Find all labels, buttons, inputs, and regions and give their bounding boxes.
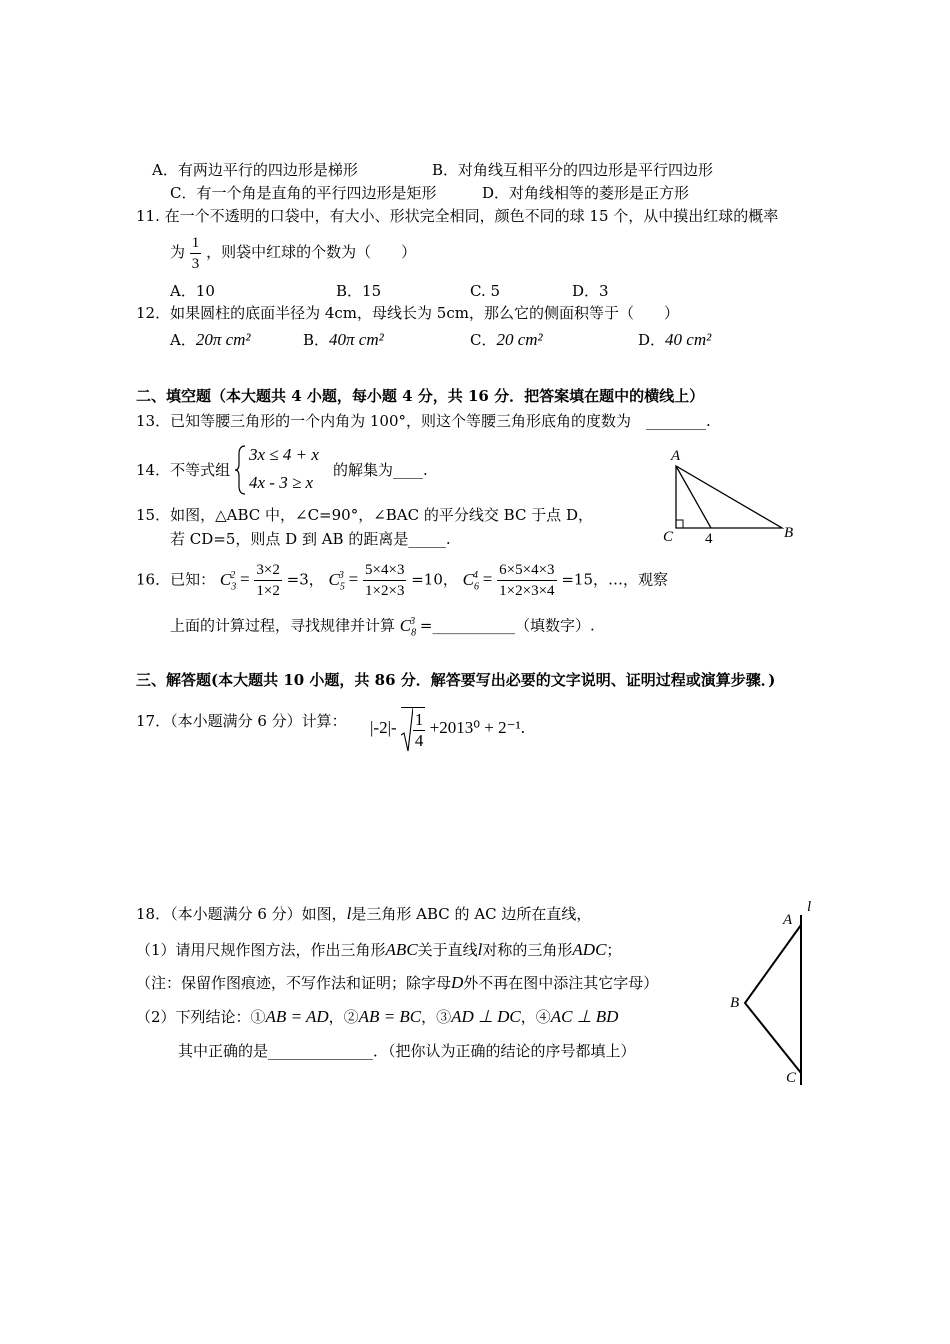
q12-d-value: 40 cm² — [665, 330, 712, 349]
q12-a-label: A． — [170, 331, 196, 349]
q15-line2: 若 CD=5，则点 D 到 AB 的距离是_____. — [170, 530, 451, 548]
q16-line2-answer: =___________（填数字）. — [419, 616, 595, 635]
q16-c3: $C_6^4$ — [462, 569, 480, 593]
q10-option-d: D．对角线相等的菱形是正方形 — [482, 184, 690, 202]
q14-inequality-1: 3x ≤ 4 + x — [249, 445, 319, 464]
q18-line1 — [136, 904, 591, 924]
q18-line2-abc: ABC — [385, 940, 418, 959]
sqrt-sign-icon — [401, 707, 413, 753]
q18-conclusion-3: AD ⊥ DC — [451, 1007, 521, 1026]
q14-pre: 14．不等式组 — [136, 461, 231, 479]
q18-line3-pre: （注：保留作图痕迹，不写作法和证明；除字母 — [136, 974, 452, 992]
q12-d-label: D． — [638, 331, 666, 349]
q16-result-1: =3， — [286, 570, 324, 589]
q16-frac-1-den: 1×2 — [256, 583, 280, 600]
q16-result-3: =15，…，观察 — [561, 570, 668, 589]
q16-c8: $C_8^3$ — [399, 615, 417, 639]
q12-b-label: B． — [303, 331, 330, 349]
q11-option-c: C. 5 — [470, 282, 501, 300]
q11-stem: 11. 在一个不透明的口袋中，有大小、形状完全相同，颜色不同的球 15 个，从中摸出红球的概率 — [136, 207, 779, 225]
q16-frac-3-num: 6×5×4×3 — [497, 560, 556, 581]
q16-frac-3-den: 1×2×3×4 — [499, 583, 555, 600]
q18-c3-pre: ，③ — [421, 1008, 452, 1026]
q18-line3-d: D — [451, 973, 464, 992]
q12-c-value: 20 cm² — [496, 330, 543, 349]
q18-line2-mid2: 对称的三角形 — [482, 941, 573, 959]
q15-line1: 15．如图，△ABC 中，∠C=90°，∠BAC 的平分线交 BC 于点 D， — [136, 506, 593, 524]
q11-option-b: B．15 — [336, 282, 382, 300]
q16-pre: 16．已知： — [136, 570, 216, 589]
q16-line2 — [170, 612, 595, 643]
q17-pre: 17．（本小题满分 6 分）计算： — [136, 712, 347, 730]
q16-frac-2-num: 5×4×3 — [363, 560, 406, 581]
q12-option-d — [638, 330, 711, 350]
q18-line4-pre: （2）下列结论：① — [136, 1008, 266, 1026]
q11-line2 — [170, 230, 416, 274]
q12-option-a — [170, 330, 251, 350]
q18-line2-end: ； — [606, 941, 622, 959]
q16-line1: 16．已知： $C_3^2$ = $\frac{3\times 2}{1\times 2}$ =3， $C_5^3$ = $\frac{5\times 4\times 3}{1\times 2\times 3}$ =10， $C_6^4$ = $\frac{6\times 5\times 4\times 3}{1\times 2\times 3\times 4}$ =15，…，观察 — [136, 562, 668, 600]
q12-option-b — [303, 330, 384, 350]
q17-expression — [370, 706, 525, 752]
q16-line2-text: 上面的计算过程，寻找规律并计算 — [170, 616, 396, 635]
q17-expr-a: |-2|- — [370, 718, 397, 737]
q16-result-2: =10， — [411, 570, 458, 589]
q16-c1: $C_3^2$ — [219, 569, 237, 593]
q17-expr-b: +2013⁰ + 2⁻¹. — [429, 718, 525, 737]
q11-option-a: A．10 — [170, 282, 215, 300]
q17-fraction — [413, 710, 426, 751]
q18-line2-pre: （1）请用尺规作图方法，作出三角形 — [136, 941, 386, 959]
q18-label-b: B — [730, 995, 740, 1011]
q12-a-value: 20π cm² — [195, 330, 251, 349]
q12-b-value: 40π cm² — [329, 330, 384, 349]
q18-line2-l: l — [477, 940, 483, 959]
q15-label-a: A — [671, 448, 681, 464]
section-2-heading: 二、填空题（本大题共 4 小题，每小题 4 分，共 16 分．把答案填在题中的横线上） — [136, 387, 705, 405]
q16-frac-2 — [363, 560, 406, 601]
q16-c2: $C_5^3$ — [328, 569, 345, 593]
q18-line1-l: l — [346, 904, 352, 923]
q13: 13．已知等腰三角形的一个内角为 100°，则这个等腰三角形底角的度数为 ________. — [136, 412, 711, 430]
q14-post: 的解集为____. — [333, 461, 428, 479]
q15-label-4: 4 — [705, 531, 713, 547]
q18-line1-pre: 18．（本小题满分 6 分）如图， — [136, 905, 347, 923]
q18-c2-pre: ，② — [328, 1008, 359, 1026]
q12-c-label: C． — [470, 331, 497, 349]
q10-option-c: C．有一个角是直角的平行四边形是矩形 — [170, 184, 437, 202]
q18-line2 — [136, 940, 621, 960]
q14-left-brace — [235, 444, 247, 496]
q11-numerator: 1 — [190, 233, 202, 254]
q10-option-b: B．对角线互相平分的四边形是平行四边形 — [432, 161, 714, 179]
q11-fraction — [190, 233, 202, 274]
q14-inequality-2: 4x - 3 ≥ x — [249, 473, 314, 492]
q17-denominator: 4 — [414, 731, 424, 751]
q18-line2-mid: 关于直线 — [417, 941, 478, 959]
q18-line3-end: 外不再在图中添注其它字母） — [463, 974, 659, 992]
q11-pre: 为 — [170, 243, 186, 261]
q18-conclusion-2: AB = BC — [358, 1007, 422, 1026]
q11-denominator: 3 — [191, 255, 200, 272]
q15-label-c: C — [663, 529, 674, 545]
q16-frac-1 — [254, 560, 281, 601]
q10-option-a: A．有两边平行的四边形是梯形 — [152, 161, 358, 179]
q12-option-c — [470, 330, 543, 350]
q16-frac-1-num: 3×2 — [254, 560, 281, 581]
q18-triangle-figure — [725, 893, 825, 1093]
q16-frac-3 — [497, 560, 556, 601]
q11-post: ，则袋中红球的个数为（ ） — [206, 243, 417, 261]
q18-line4 — [136, 1007, 618, 1027]
q18-label-c: C — [786, 1070, 797, 1086]
q15-label-b: B — [784, 525, 794, 541]
q17-sqrt — [401, 707, 426, 752]
q18-line2-adc: ADC — [572, 940, 607, 959]
q11-option-d: D．3 — [572, 282, 609, 300]
q12-stem: 12．如果圆柱的底面半径为 4cm，母线长为 5cm，那么它的侧面积等于（ ） — [136, 304, 679, 322]
q18-c4-pre: ，④ — [520, 1008, 551, 1026]
q16-frac-2-den: 1×2×3 — [365, 583, 405, 600]
q18-line1-post: 是三角形 ABC 的 AC 边所在直线， — [351, 905, 592, 923]
q18-label-a: A — [783, 912, 793, 928]
q15-triangle-figure — [655, 440, 805, 550]
q18-conclusion-1: AB = AD — [265, 1007, 329, 1026]
q18-conclusion-4: AC ⊥ BD — [550, 1007, 619, 1026]
section-3-heading: 三、解答题(本大题共 10 小题，共 86 分．解答要写出必要的文字说明、证明过程或演算步骤．) — [136, 671, 776, 689]
q17-numerator: 1 — [414, 710, 424, 730]
q18-line5: 其中正确的是______________．（把你认为正确的结论的序号都填上） — [178, 1042, 636, 1060]
q18-label-l: l — [807, 899, 812, 915]
q18-line3 — [136, 973, 658, 993]
